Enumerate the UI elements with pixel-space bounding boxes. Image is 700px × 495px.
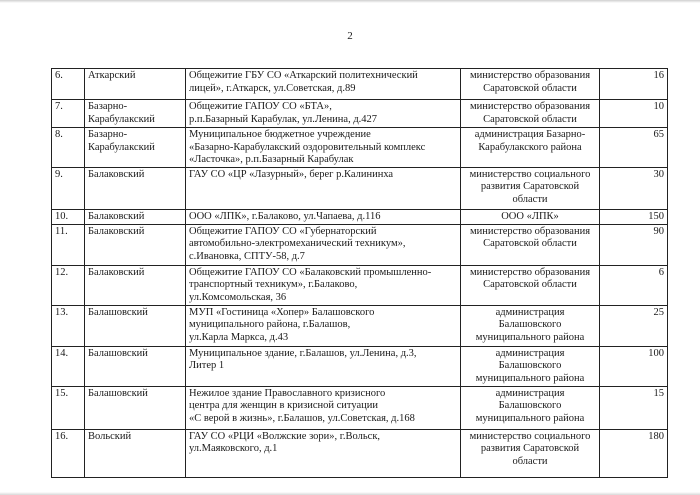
table-row <box>52 386 668 429</box>
organization-line: муниципального района <box>475 412 585 424</box>
district-line: Вольский <box>88 430 132 442</box>
object-line: транспортный техникум», г.Балаково, <box>189 279 358 291</box>
capacity-cell: 65 <box>600 128 668 168</box>
object-line: Общежитие ГАПОУ СО «БТА», <box>189 101 332 112</box>
organization-cell <box>461 305 600 346</box>
object-line: Общежитие ГБУ СО «Аткарский политехнический <box>189 70 418 81</box>
object-line: ГАУ СО «ЦР «Лазурный», берег р.Калининха <box>189 168 394 180</box>
object-line: центра для женщин в кризисной ситуации <box>189 400 378 412</box>
row-number: 16. <box>52 429 85 477</box>
table-row <box>52 265 668 305</box>
object-cell <box>186 305 461 346</box>
organization-line: министерство образования <box>469 225 591 237</box>
object-cell <box>186 224 461 265</box>
object-cell <box>186 167 461 209</box>
organization-cell <box>461 386 600 429</box>
object-line: ул.Комсомольская, 36 <box>189 291 287 303</box>
table-row <box>52 100 668 128</box>
object-line: ООО «ЛПК», г.Балаково, ул.Чапаева, д.116 <box>189 210 381 222</box>
organization-line: администрация <box>495 347 565 359</box>
object-line: «С верой в жизнь», г.Балашов, ул.Советская, д.168 <box>189 412 415 424</box>
organization-line: администрация Базарно- <box>474 129 586 140</box>
organization-line: министерство образования <box>469 266 591 278</box>
table-row <box>52 346 668 386</box>
row-number: 14. <box>52 346 85 386</box>
capacity-cell: 16 <box>600 69 668 100</box>
organization-cell <box>461 224 600 265</box>
district-cell <box>85 265 186 305</box>
district-cell <box>85 128 186 168</box>
object-line: Общежитие ГАПОУ СО «Губернаторский <box>189 225 377 237</box>
object-cell <box>186 100 461 128</box>
object-line: р.п.Базарный Карабулак, ул.Ленина, д.427 <box>189 113 378 125</box>
table-row <box>52 305 668 346</box>
district-cell <box>85 224 186 265</box>
capacity-cell: 100 <box>600 346 668 386</box>
capacity-cell: 30 <box>600 167 668 209</box>
district-line: Балашовский <box>88 347 148 359</box>
object-line: ул.Маяковского, д.1 <box>189 443 278 455</box>
object-cell <box>186 128 461 168</box>
object-line: «Базарно-Карабулакский оздоровительный комплекс <box>189 141 426 153</box>
organization-line: развития Саратовской <box>480 443 580 455</box>
row-number: 10. <box>52 209 85 224</box>
organization-line: министерство образования <box>469 70 591 81</box>
organization-line: Карабулакского района <box>478 141 582 153</box>
capacity-cell: 10 <box>600 100 668 128</box>
organization-line: Саратовской области <box>483 238 577 250</box>
district-cell <box>85 69 186 100</box>
organization-cell <box>461 69 600 100</box>
district-line: Карабулакский <box>88 113 155 125</box>
organization-line: Саратовской области <box>483 82 577 94</box>
district-line: Балашовский <box>88 387 148 399</box>
district-line: Балаковский <box>88 210 145 222</box>
organization-cell <box>461 167 600 209</box>
district-line: Балашовский <box>88 306 148 318</box>
district-line: Аткарский <box>88 70 136 81</box>
row-number: 6. <box>52 69 85 100</box>
object-line: ул.Карла Маркса, д.43 <box>189 331 289 343</box>
row-number: 9. <box>52 167 85 209</box>
object-line: «Ласточка», р.п.Базарный Карабулак <box>189 154 354 166</box>
row-number: 7. <box>52 100 85 128</box>
organization-line: муниципального района <box>475 331 585 343</box>
object-line: муниципального района, г.Балашов, <box>189 319 351 331</box>
shelter-table-body <box>52 69 668 478</box>
organization-line: развития Саратовской <box>480 181 580 193</box>
capacity-cell: 150 <box>600 209 668 224</box>
organization-line: администрация <box>495 306 565 318</box>
object-line: с.Ивановка, СПТУ-58, д.7 <box>189 250 305 262</box>
table-row <box>52 128 668 168</box>
organization-cell <box>461 209 600 224</box>
district-line: Базарно- <box>88 129 128 140</box>
object-line: автомобильно-электромеханический техникум», <box>189 238 406 250</box>
object-line: МУП «Гостиница «Хопер» Балашовского <box>189 306 375 318</box>
table-row <box>52 69 668 100</box>
organization-cell <box>461 346 600 386</box>
organization-line: министерство социального <box>469 430 591 442</box>
district-cell <box>85 429 186 477</box>
organization-line: администрация <box>495 387 565 399</box>
district-line: Балаковский <box>88 168 145 180</box>
capacity-cell: 180 <box>600 429 668 477</box>
shelter-table <box>51 68 668 478</box>
object-line: Общежитие ГАПОУ СО «Балаковский промышленно- <box>189 266 432 278</box>
organization-cell <box>461 265 600 305</box>
object-cell <box>186 265 461 305</box>
table-row <box>52 209 668 224</box>
organization-cell <box>461 100 600 128</box>
object-line: Муниципальное здание, г.Балашов, ул.Ленина, д.3, <box>189 347 417 359</box>
object-cell <box>186 429 461 477</box>
object-cell <box>186 69 461 100</box>
capacity-cell: 15 <box>600 386 668 429</box>
organization-line: Саратовской области <box>483 113 577 125</box>
capacity-cell: 90 <box>600 224 668 265</box>
organization-line: министерство социального <box>469 168 591 180</box>
table-row <box>52 167 668 209</box>
object-cell <box>186 346 461 386</box>
organization-line: Саратовской области <box>483 279 577 291</box>
row-number: 13. <box>52 305 85 346</box>
district-line: Балаковский <box>88 225 145 237</box>
organization-line: Балашовского <box>498 319 562 331</box>
organization-line: ООО «ЛПК» <box>501 210 559 222</box>
table-row <box>52 224 668 265</box>
object-line: Муниципальное бюджетное учреждение <box>189 129 371 140</box>
district-cell <box>85 209 186 224</box>
object-cell <box>186 209 461 224</box>
organization-line: области <box>512 455 548 467</box>
object-line: лицей», г.Аткарск, ул.Советская, д.89 <box>189 82 356 94</box>
capacity-cell: 25 <box>600 305 668 346</box>
organization-line: Балашовского <box>498 400 562 412</box>
organization-line: муниципального района <box>475 372 585 384</box>
district-cell <box>85 346 186 386</box>
object-cell <box>186 386 461 429</box>
page-number: 2 <box>347 30 353 42</box>
district-line: Карабулакский <box>88 141 155 153</box>
row-number: 12. <box>52 265 85 305</box>
district-cell <box>85 386 186 429</box>
scan-top-edge <box>0 0 700 3</box>
object-line: Нежилое здание Православного кризисного <box>189 387 386 399</box>
row-number: 15. <box>52 386 85 429</box>
organization-cell <box>461 429 600 477</box>
district-line: Базарно- <box>88 101 128 112</box>
organization-line: Балашовского <box>498 360 562 372</box>
table-row <box>52 429 668 477</box>
organization-cell <box>461 128 600 168</box>
row-number: 8. <box>52 128 85 168</box>
capacity-cell: 6 <box>600 265 668 305</box>
district-line: Балаковский <box>88 266 145 278</box>
organization-line: области <box>512 193 548 205</box>
district-cell <box>85 305 186 346</box>
district-cell <box>85 100 186 128</box>
object-line: Литер 1 <box>189 360 225 372</box>
object-line: ГАУ СО «РЦИ «Волжские зори», г.Вольск, <box>189 430 381 442</box>
row-number: 11. <box>52 224 85 265</box>
organization-line: министерство образования <box>469 101 591 112</box>
district-cell <box>85 167 186 209</box>
